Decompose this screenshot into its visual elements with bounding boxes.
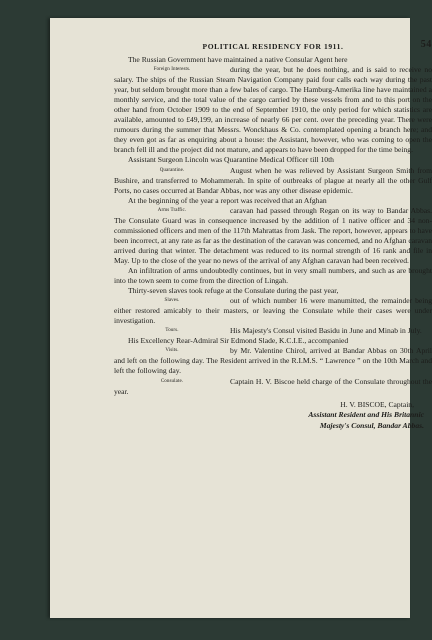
paragraph-text: by Mr. Valentine Chirol, arrived at Bandar Abbas on 30th April and left on the following day. The Resident arrived in the R.I.M.S. “ Lawrence ” on the 10th March and left the following day.	[114, 346, 432, 376]
signature-block	[114, 400, 432, 432]
page-number: 54	[420, 39, 432, 50]
paragraph-lead: Thirty-seven slaves took refuge at the Consulate during the past year,	[128, 286, 339, 296]
paragraph-text: caravan had passed through Regan on its way to Bandar Abbas. The Consulate Guard was in consequence increased by the addition of 1 native officer and 34 non-commissioned officers and men of the 117th Mahrattas from Jask. The report, however, appears to have been incorrect, at any rate as far as the destination of the caravan was concerned, and no Afghan caravan arrived during that winter. The detachment was reduced to its normal strength of 16 rank and file in May. Up to the close of the year no news of the arrival of any Afghan caravan had been received.	[114, 205, 432, 265]
paragraph-text: An infiltration of arms undoubtedly continues, but in very small numbers, and such as are brought into the town seem to come from the direction of Lingah.	[114, 265, 432, 286]
paragraph-lead: Assistant Surgeon Lincoln was Quarantine Medical Officer till 10th	[128, 155, 334, 165]
paragraph-text: during the year, but he does nothing, and is said to receive no salary. The ships of the Russian Steam Navigation Company paid four calls each way during the past year, but seldom brought more than a few bales of cargo. The Hamburg-Amerika line have maintained a monthly service, and the total value of the cargo carried by these vessels from and to this port on the other hand from October 1909 to the end of September 1910, the only period for which statistics are available, amounted to £49,199, an increase of nearly 66 per cent. over the preceding year. There were rumours during the summer that Messrs. Wonckhaus & Co. contemplated opening a branch here; and they even got as far as enquiring about a house: the Assistant, however, who was coming to open the branch fell ill and the project did not mature, and appears to have been dropped for the time being.	[114, 65, 432, 155]
margin-note: Quarantine.	[159, 167, 185, 173]
margin-note: Consulate.	[160, 378, 184, 384]
paragraph-text: out of which number 16 were manumitted, the remainder being either restored amicably to their masters, or leaving the Consulate while their cases were under investigation.	[114, 296, 432, 326]
margin-note: Arms Traffic.	[157, 207, 187, 213]
paragraph-lead: At the beginning of the year a report was received that an Afghan	[128, 195, 327, 205]
margin-note: Tours.	[165, 328, 179, 334]
margin-note: Slaves.	[164, 298, 180, 304]
paragraph-lead: His Excellency Rear-Admiral Sir Edmond Slade, K.C.I.E., accompanied	[128, 336, 349, 346]
signature-title: Assistant Resident and His Britannic	[308, 410, 424, 420]
page-header	[114, 39, 432, 55]
paragraph-lead: The Russian Government have maintained a native Consular Agent here	[128, 55, 348, 64]
running-title: POLITICAL RESIDENCY FOR 1911.	[202, 42, 344, 51]
page-content	[114, 39, 432, 431]
signature-post: Majesty's Consul, Bandar Abbas.	[319, 420, 424, 430]
margin-note: Foreign Interests.	[153, 67, 191, 73]
signature-name: H. V. BISCOE, Captain,	[340, 399, 414, 409]
paragraph-text: August when he was relieved by Assistant Surgeon Smith from Bushire, and transferred to Mohammerah. In spite of outbreaks of plague at nearly all the other Gulf Ports, no cases occurred at Bandar Abbas, nor was any other disease epidemic.	[114, 165, 432, 195]
margin-note: Visits.	[165, 348, 179, 354]
paragraph-text: Captain H. V. Biscoe held charge of the Consulate throughout the year.	[114, 376, 432, 396]
document-page	[50, 18, 432, 618]
paragraph-text: His Majesty's Consul visited Basidu in June and Minab in July.	[230, 326, 422, 336]
report-body	[114, 55, 432, 397]
